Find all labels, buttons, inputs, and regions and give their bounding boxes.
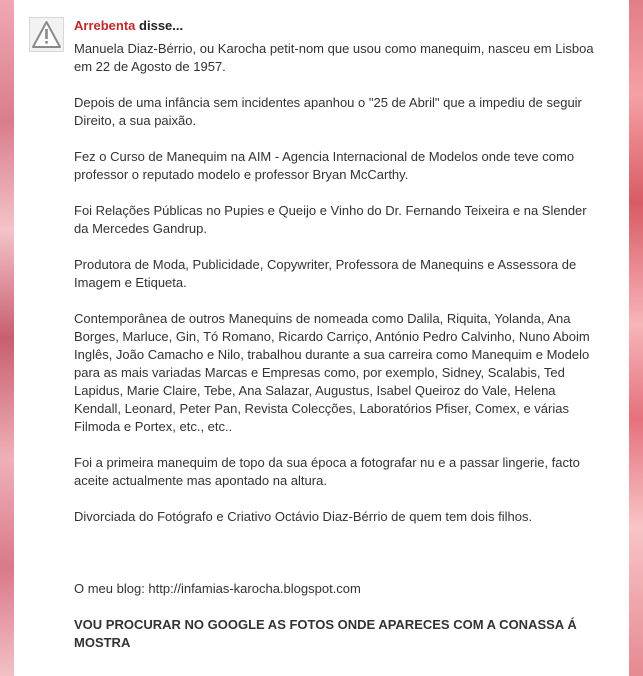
background-right-edge xyxy=(629,0,643,676)
comment-paragraph: Fez o Curso de Manequim na AIM - Agencia Internacional de Modelos onde teve como professor o reputado modelo e professor Bryan McCarthy. xyxy=(74,149,575,182)
warning-icon xyxy=(30,18,63,51)
comment-paragraph: Depois de uma infância sem incidentes apanhou o "25 de Abril" que a impediu de seguir Direito, a sua paixão. xyxy=(74,95,582,128)
background-left-edge xyxy=(0,0,14,676)
spacer xyxy=(74,544,594,580)
comment-paragraph: Foi Relações Públicas no Pupies e Queijo e Vinho do Dr. Fernando Teixeira e na Slender da Mercedes Gandrup. xyxy=(74,203,587,236)
comment-paragraph: Divorciada do Fotógrafo e Criativo Octávio Diaz-Bérrio de quem tem dois filhos. xyxy=(74,509,533,524)
comment-paragraph: Contemporânea de outros Manequins de nomeada como Dalila, Riquita, Yolanda, Ana Borges, Marluce, Gin, Tó Romano, Ricardo Carriço, António Pedro Calvinho, Nuno Aboim Inglês, João Camacho e Nilo, trabalhou durante a sua carreira como Manequim e Modelo para as mais variadas Marcas e Empresas como, por exemplo, Sidney, Scalabis, Ted Lapidus, Marie Claire, Tebe, Ana Salazar, Augustus, Isabel Queiroz do Vale, Helena Kendall, Leonard, Peter Pan, Revista Colecções, Laboratórios Pfiser, Comex, e várias Filmoda e Portex, etc., etc.. xyxy=(74,311,590,434)
comment-author-link[interactable]: Arrebenta xyxy=(74,18,136,33)
shout-line: VOU PROCURAR NO GOOGLE AS FOTOS ONDE APARECES COM A CONASSA Á MOSTRA xyxy=(74,617,577,650)
comment-header xyxy=(74,18,183,33)
comment-paragraph: Manuela Diaz-Bérrio, ou Karocha petit-nom que usou como manequim, nasceu em Lisboa em 22 de Agosto de 1957. xyxy=(74,41,594,74)
comment-paragraph: Produtora de Moda, Publicidade, Copywriter, Professora de Manequins e Assessora de Imagem e Etiqueta. xyxy=(74,257,577,290)
comment-paragraph: Foi a primeira manequim de topo da sua época a fotografar nu e a passar lingerie, facto aceite actualmente mas apontado na altura. xyxy=(74,455,580,488)
comment-said-label: disse... xyxy=(139,18,184,33)
comment-body xyxy=(74,40,594,670)
avatar[interactable] xyxy=(29,17,64,52)
blog-line: O meu blog: http://infamias-karocha.blogspot.com xyxy=(74,581,361,596)
